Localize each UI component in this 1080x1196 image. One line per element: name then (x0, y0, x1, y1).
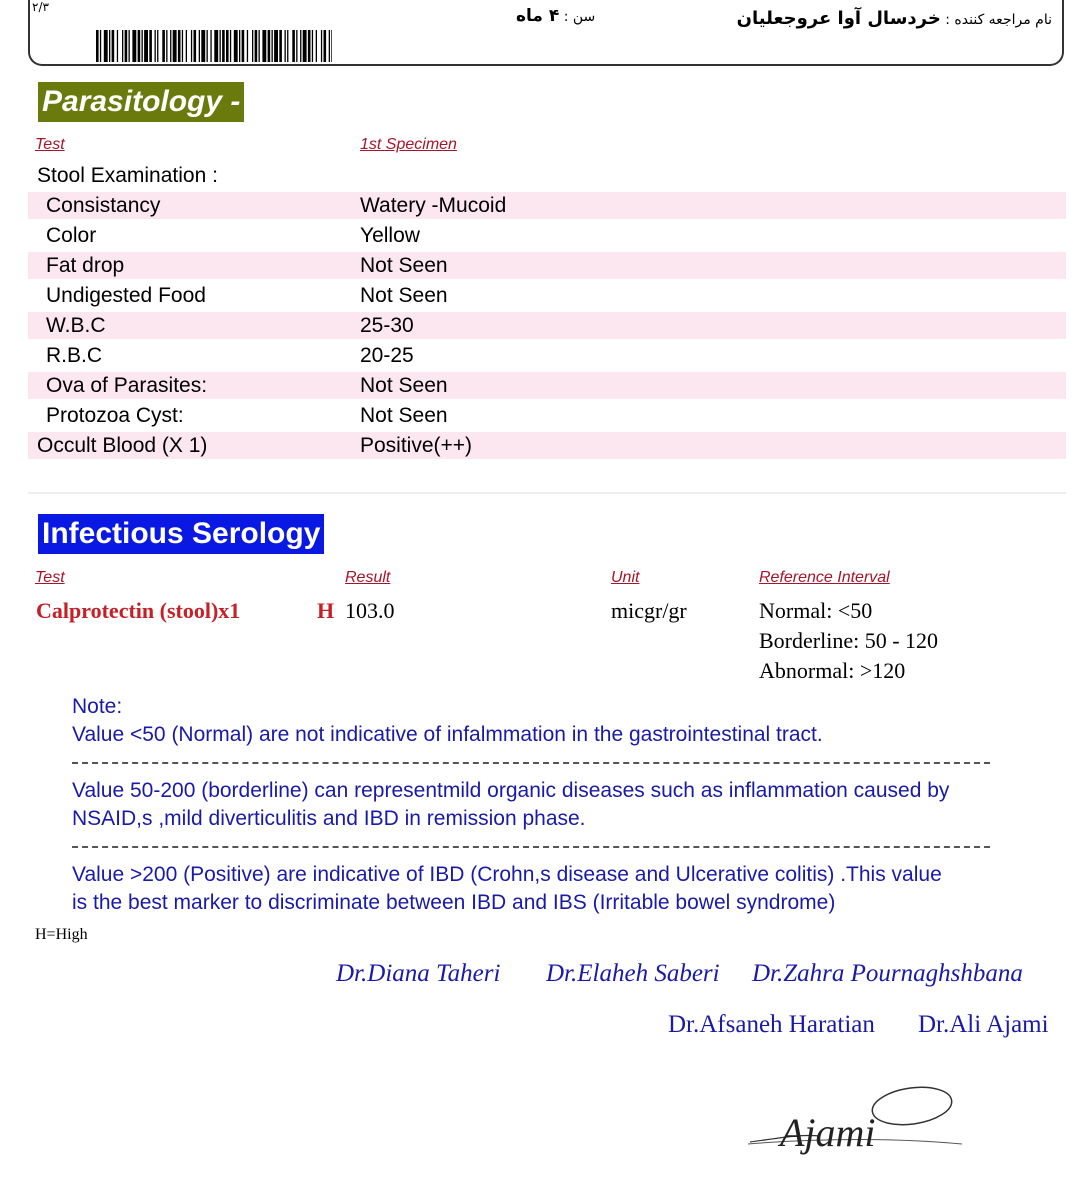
test-name: Ova of Parasites: (46, 374, 208, 397)
serology-col-unit: Unit (611, 569, 640, 586)
parasitology-col-specimen: 1st Specimen (360, 136, 457, 153)
page-number: ۲/۳ (32, 0, 49, 14)
stool-examination-label: Stool Examination : (37, 164, 218, 187)
doctor-name: Dr.Diana Taheri (336, 960, 501, 987)
parasitology-col-test: Test (35, 136, 65, 153)
table-row (28, 192, 1066, 219)
test-name: Occult Blood (X 1) (37, 434, 208, 457)
parasitology-title: Parasitology - (38, 82, 244, 122)
doctor-name: Dr.Zahra Pournaghshbana (752, 960, 1023, 987)
test-value: Positive(++) (360, 434, 473, 457)
serology-col-reference: Reference Interval (759, 569, 890, 586)
note-divider (72, 762, 990, 764)
table-row (28, 312, 1066, 339)
calprotectin-unit: micgr/gr (611, 598, 687, 623)
calprotectin-test-name: Calprotectin (stool)x1 (36, 598, 241, 623)
table-row (28, 402, 1066, 429)
calprotectin-result: 103.0 (345, 598, 395, 623)
test-value: Not Seen (360, 254, 448, 277)
signature (740, 1072, 970, 1172)
reference-normal: Normal: <50 (759, 598, 873, 623)
test-name: R.B.C (46, 344, 103, 367)
serology-col-result: Result (345, 569, 391, 586)
reference-abnormal: Abnormal: >120 (759, 658, 906, 683)
note-line-borderline-cont: NSAID,s ,mild diverticulitis and IBD in remission phase. (72, 807, 586, 830)
serology-col-test: Test (35, 569, 65, 586)
barcode (96, 30, 332, 62)
table-row (28, 432, 1066, 459)
test-name: W.B.C (46, 314, 106, 337)
note-divider (72, 846, 990, 848)
table-row (28, 282, 1066, 309)
reference-borderline: Borderline: 50 - 120 (759, 628, 939, 653)
test-name: Color (46, 224, 97, 247)
doctor-name: Dr.Ali Ajami (918, 1011, 1049, 1038)
note-heading: Note: (72, 695, 123, 718)
test-name: Fat drop (46, 254, 125, 277)
test-value: Not Seen (360, 404, 448, 427)
test-value: Not Seen (360, 374, 448, 397)
doctor-name: Dr.Afsaneh Haratian (668, 1011, 875, 1038)
test-name: Protozoa Cyst: (46, 404, 184, 427)
test-value: Not Seen (360, 284, 448, 307)
test-value: 20-25 (360, 344, 414, 367)
patient-name-field (737, 8, 1052, 29)
age-value: ۴ ماه (516, 6, 560, 26)
test-value: 25-30 (360, 314, 414, 337)
table-row (28, 252, 1066, 279)
table-row (28, 342, 1066, 369)
patient-label: نام مراجعه کننده : (945, 12, 1052, 28)
note-line-positive-cont: is the best marker to discriminate between IBD and IBS (Irritable bowel syndrome) (72, 891, 836, 914)
test-value: Watery -Mucoid (360, 194, 507, 217)
test-name: Undigested Food (46, 284, 206, 307)
age-label: سن : (563, 9, 596, 25)
section-divider (28, 492, 1066, 494)
table-row (28, 222, 1066, 249)
flag-legend: H=High (35, 926, 88, 943)
age-field (516, 6, 595, 26)
test-value: Yellow (360, 224, 420, 247)
table-row (28, 372, 1066, 399)
note-line-borderline: Value 50-200 (borderline) can representmild organic diseases such as inflammation caused by (72, 779, 950, 802)
result-flag: H (317, 598, 335, 623)
patient-name: خردسال آوا عروجعليان (736, 8, 941, 29)
note-line-positive: Value >200 (Positive) are indicative of IBD (Crohn,s disease and Ulcerative colitis) .This value (72, 863, 942, 886)
test-name: Consistancy (46, 194, 161, 217)
doctor-name: Dr.Elaheh Saberi (546, 960, 720, 987)
serology-title: Infectious Serology (38, 514, 324, 554)
note-line-normal: Value <50 (Normal) are not indicative of infalmmation in the gastrointestinal tract. (72, 723, 823, 746)
signature-text: Ajami (780, 1110, 876, 1155)
